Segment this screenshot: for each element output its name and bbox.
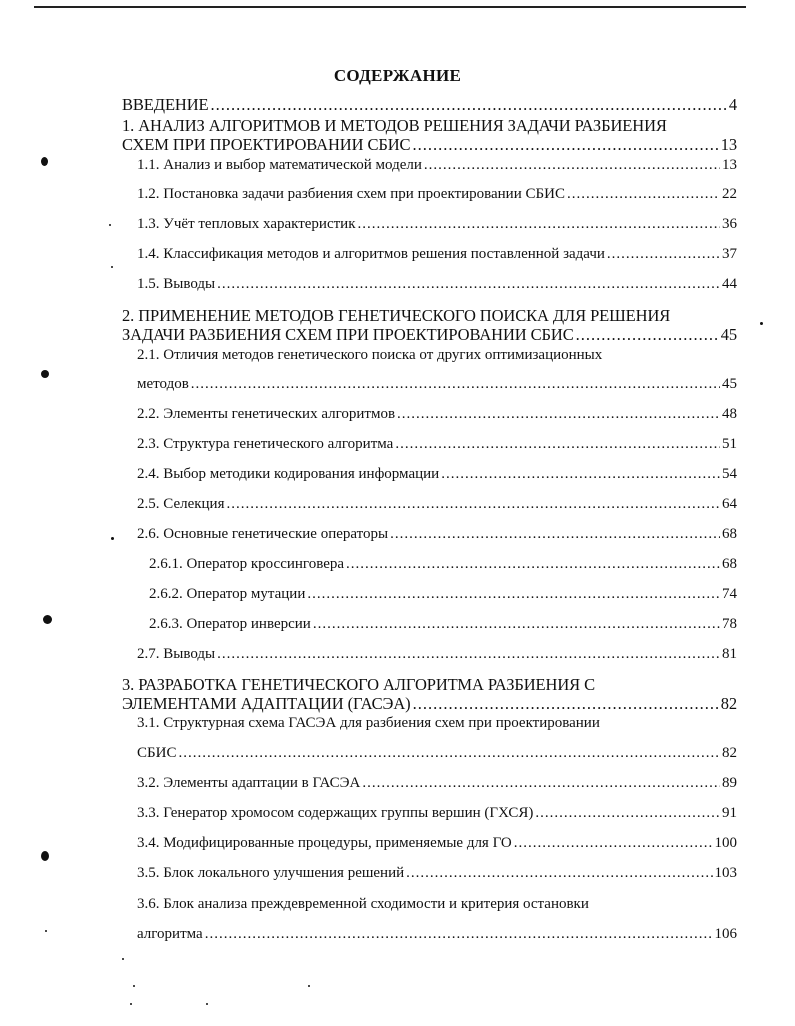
- scan-speck: [41, 370, 49, 378]
- toc-label: 3.4. Модифицированные процедуры, применяемые для ГО: [137, 835, 512, 851]
- toc-chapter-2: [122, 326, 737, 343]
- leader-dots: [346, 556, 720, 573]
- toc-label: 2.6.1. Оператор кроссинговера: [149, 556, 345, 572]
- toc-entry: [137, 466, 737, 483]
- scan-speck: [206, 1003, 208, 1005]
- toc-page-number: 82: [720, 694, 737, 713]
- toc-entry: [137, 526, 737, 543]
- scan-speck: [43, 615, 52, 624]
- toc-page-number: 89: [722, 775, 737, 791]
- toc-page-number: 68: [722, 526, 737, 542]
- leader-dots: [226, 496, 720, 513]
- toc-label: 1.2. Постановка задачи разбиения схем при проектировании СБИС: [137, 186, 565, 202]
- leader-dots: [313, 616, 720, 633]
- toc-entry: [137, 835, 737, 852]
- toc-page-number: 36: [722, 216, 737, 232]
- scan-speck: [760, 322, 763, 325]
- scan-speck: [130, 1003, 132, 1005]
- leader-dots: [217, 276, 720, 293]
- leader-dots: [390, 526, 720, 543]
- toc-entry-3-6-line1: 3.6. Блок анализа преждевременной сходимости и критерия остановки: [137, 896, 589, 912]
- toc-entry: [137, 157, 737, 174]
- leader-dots: [358, 216, 721, 233]
- toc-entry: [137, 496, 737, 513]
- toc-page-number: 4: [728, 95, 737, 114]
- toc-page-number: 74: [722, 586, 737, 602]
- toc-label: 1.5. Выводы: [137, 276, 216, 292]
- toc-label: 2.6. Основные генетические операторы: [137, 526, 389, 542]
- leader-dots: [397, 406, 720, 423]
- leader-dots: [395, 436, 720, 453]
- toc-page-number: 45: [720, 325, 737, 344]
- toc-entry: [137, 406, 737, 423]
- scan-speck: [308, 985, 310, 987]
- toc-chapter-2-line1: 2. ПРИМЕНЕНИЕ МЕТОДОВ ГЕНЕТИЧЕСКОГО ПОИСКА ДЛЯ РЕШЕНИЯ: [122, 306, 671, 325]
- toc-entry: [137, 436, 737, 453]
- toc-page-number: 51: [722, 436, 737, 452]
- toc-page-number: 81: [722, 646, 737, 662]
- toc-label: СХЕМ ПРИ ПРОЕКТИРОВАНИИ СБИС: [122, 135, 411, 154]
- leader-dots: [535, 805, 720, 822]
- leader-dots: [441, 466, 720, 483]
- leader-dots: [576, 326, 719, 343]
- leader-dots: [413, 695, 719, 712]
- scan-speck: [133, 985, 135, 987]
- leader-dots: [211, 96, 727, 113]
- toc-page-number: 48: [722, 406, 737, 422]
- leader-dots: [362, 775, 720, 792]
- toc-page-number: 91: [722, 805, 737, 821]
- toc-entry: [137, 745, 737, 762]
- toc-label: 1.4. Классификация методов и алгоритмов решения поставленной задачи: [137, 246, 605, 262]
- toc-label: 1.3. Учёт тепловых характеристик: [137, 216, 356, 232]
- toc-label: методов: [137, 376, 189, 392]
- scan-speck: [111, 266, 113, 268]
- toc-label: 3.2. Элементы адаптации в ГАСЭА: [137, 775, 361, 791]
- scan-speck: [41, 157, 48, 166]
- toc-label: 3.5. Блок локального улучшения решений: [137, 865, 405, 881]
- toc-entry: [149, 556, 737, 573]
- toc-page-number: 44: [722, 276, 737, 292]
- toc-page-number: 100: [714, 835, 737, 851]
- toc-page-number: 103: [714, 865, 737, 881]
- toc-entry-3-1-line1: 3.1. Структурная схема ГАСЭА для разбиения схем при проектировании: [137, 715, 600, 731]
- toc-page-number: 68: [722, 556, 737, 572]
- toc-entry: [137, 865, 737, 882]
- toc-entry: [137, 926, 737, 943]
- toc-label: ВВЕДЕНИЕ: [122, 95, 209, 114]
- leader-dots: [406, 865, 712, 882]
- scan-speck: [41, 851, 49, 861]
- toc-page-number: 64: [722, 496, 737, 512]
- scan-speck: [122, 958, 124, 960]
- toc-label: 2.2. Элементы генетических алгоритмов: [137, 406, 396, 422]
- leader-dots: [217, 646, 720, 663]
- toc-chapter-1-line1: 1. АНАЛИЗ АЛГОРИТМОВ И МЕТОДОВ РЕШЕНИЯ ЗАДАЧИ РАЗБИЕНИЯ: [122, 116, 667, 135]
- toc-entry: [137, 376, 737, 393]
- toc-entry: [137, 216, 737, 233]
- toc-entry: [137, 646, 737, 663]
- toc-entry: [149, 586, 737, 603]
- toc-page-number: 106: [714, 926, 737, 942]
- toc-entry: [137, 246, 737, 263]
- toc-label: ЭЛЕМЕНТАМИ АДАПТАЦИИ (ГАСЭА): [122, 694, 411, 713]
- toc-label: 3.3. Генератор хромосом содержащих группы вершин (ГХСЯ): [137, 805, 534, 821]
- toc-page-number: 22: [722, 186, 737, 202]
- toc-entry: [137, 775, 737, 792]
- toc-label: ЗАДАЧИ РАЗБИЕНИЯ СХЕМ ПРИ ПРОЕКТИРОВАНИИ СБИС: [122, 325, 574, 344]
- scan-speck: [111, 537, 114, 540]
- toc-label: 2.6.3. Оператор инверсии: [149, 616, 311, 632]
- leader-dots: [424, 157, 720, 174]
- leader-dots: [567, 186, 720, 203]
- leader-dots: [178, 745, 720, 762]
- leader-dots: [307, 586, 720, 603]
- toc-label: 1.1. Анализ и выбор математической модели: [137, 157, 422, 173]
- toc-chapter-3-line1: 3. РАЗРАБОТКА ГЕНЕТИЧЕСКОГО АЛГОРИТМА РАЗБИЕНИЯ С: [122, 675, 596, 694]
- toc-page-number: 82: [722, 745, 737, 761]
- toc-page-number: 13: [722, 157, 737, 173]
- toc-page-number: 13: [720, 135, 737, 154]
- toc-entry: [137, 805, 737, 822]
- toc-page-number: 37: [722, 246, 737, 262]
- toc-entry: [137, 186, 737, 203]
- toc-page-number: 54: [722, 466, 737, 482]
- leader-dots: [412, 136, 718, 153]
- leader-dots: [514, 835, 713, 852]
- toc-chapter-3: [122, 695, 737, 712]
- toc-entry-2-1-line1: 2.1. Отличия методов генетического поиска от других оптимизационных: [137, 347, 603, 363]
- leader-dots: [205, 926, 713, 943]
- toc-label: 2.6.2. Оператор мутации: [149, 586, 306, 602]
- scan-speck: [109, 224, 111, 226]
- page-title: СОДЕРЖАНИЕ: [333, 66, 462, 85]
- toc-entry: [137, 276, 737, 293]
- toc-label: СБИС: [137, 745, 177, 761]
- toc-page-number: 78: [722, 616, 737, 632]
- toc-label: 2.3. Структура генетического алгоритма: [137, 436, 394, 452]
- toc-label: алгоритма: [137, 926, 203, 942]
- leader-dots: [191, 376, 720, 393]
- toc-label: 2.4. Выбор методики кодирования информации: [137, 466, 440, 482]
- toc-entry: [149, 616, 737, 633]
- leader-dots: [607, 246, 720, 263]
- toc-label: 2.5. Селекция: [137, 496, 225, 512]
- scan-speck: [45, 930, 47, 932]
- toc-entry-intro: [122, 96, 737, 113]
- toc-label: 2.7. Выводы: [137, 646, 216, 662]
- toc-chapter-1: [122, 136, 737, 153]
- scan-edge-line: [34, 6, 746, 8]
- toc-page-number: 45: [722, 376, 737, 392]
